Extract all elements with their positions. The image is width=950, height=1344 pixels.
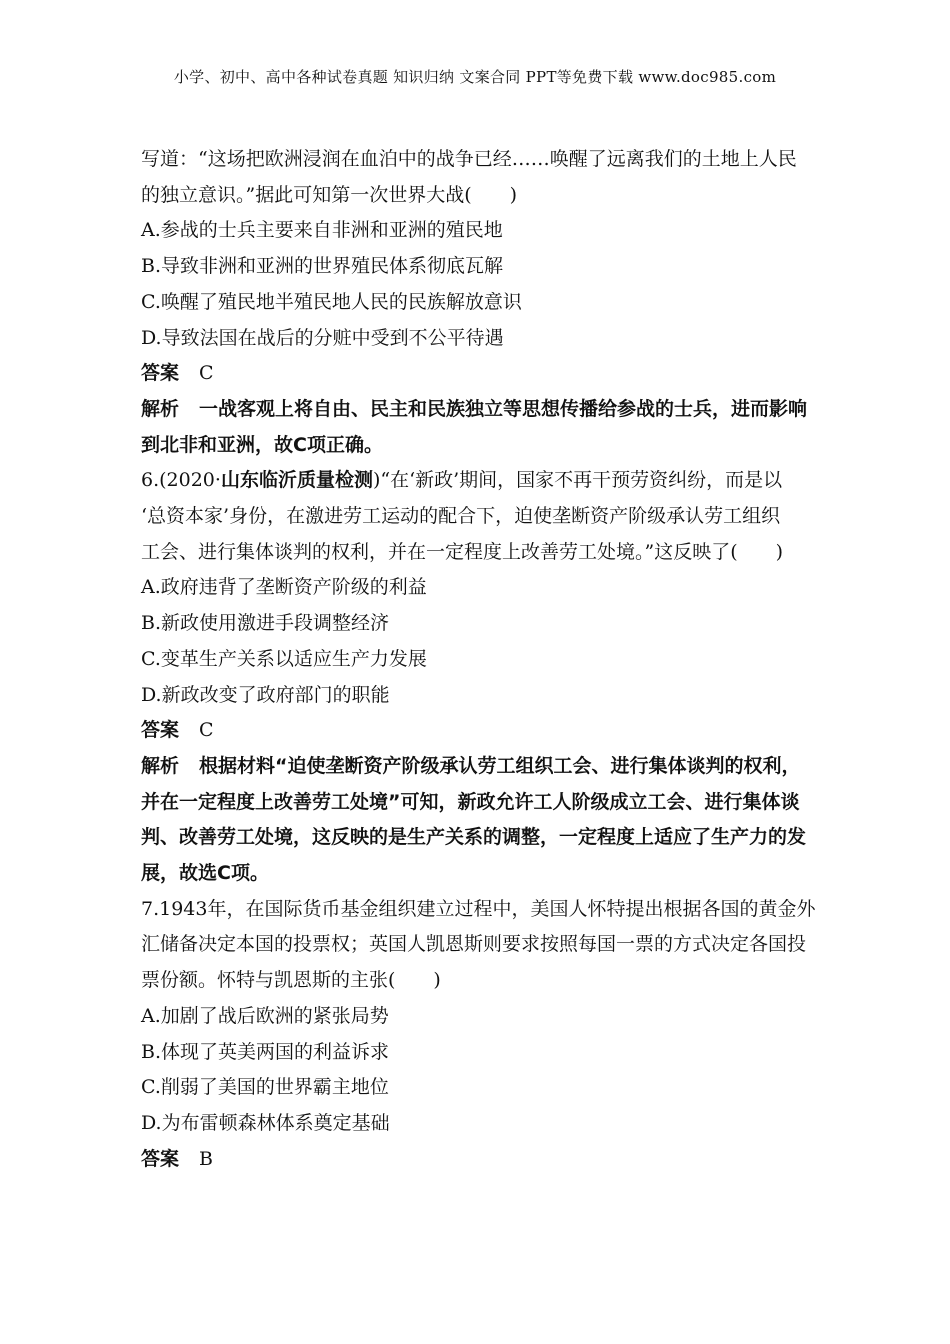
answer-label: 答案	[141, 1147, 180, 1170]
answer-value: B	[199, 1147, 213, 1170]
q5-analysis-line: 到北非和亚洲，故C项正确。	[141, 433, 383, 456]
q6-analysis-line: 判、改善劳工处境，这反映的是生产关系的调整，一定程度上适应了生产力的发	[141, 826, 807, 849]
analysis-text: 根据材料“迫使垄断资产阶级承认劳工组织工会、进行集体谈判的权利，	[199, 754, 801, 777]
q7-option-d: D.为布雷顿森林体系奠定基础	[141, 1111, 390, 1134]
analysis-text: 一战客观上将自由、民主和民族独立等思想传播给参战的士兵，进而影响	[199, 397, 808, 420]
answer-label: 答案	[141, 362, 180, 385]
analysis-label: 解析	[141, 397, 180, 420]
q6-number: 6.(2020·	[141, 469, 221, 492]
q6-stem-text: )“在‘新政’期间，国家不再干预劳资纠纷，而是以	[372, 469, 783, 492]
q5-stem-line: 写道：“这场把欧洲浸润在血泊中的战争已经……唤醒了远离我们的土地上人民	[141, 148, 797, 170]
q7-stem-line: 7.1943年，在国际货币基金组织建立过程中，美国人怀特提出根据各国的黄金外	[141, 897, 816, 920]
q5-option-c: C.唤醒了殖民地半殖民地人民的民族解放意识	[141, 290, 522, 313]
q5-option-d: D.导致法国在战后的分赃中受到不公平待遇	[141, 326, 504, 349]
q5-stem-line: 的独立意识。”据此可知第一次世界大战( )	[141, 183, 518, 206]
q6-stem-line: ‘总资本家’身份，在激进劳工运动的配合下，迫使垄断资产阶级承认劳工组织	[141, 505, 781, 528]
answer-label: 答案	[141, 719, 180, 742]
q7-answer	[141, 1142, 813, 1178]
q6-stem-line	[141, 463, 813, 499]
q6-answer	[141, 713, 813, 749]
q6-analysis	[141, 749, 813, 785]
q6-analysis-line: 并在一定程度上改善劳工处境”可知，新政允许工人阶级成立工会、进行集体谈	[141, 790, 800, 813]
document-body	[141, 142, 816, 1177]
q7-stem-line: 汇储备决定本国的投票权；英国人凯恩斯则要求按照每国一票的方式决定各国投	[141, 933, 807, 956]
answer-value: C	[199, 719, 214, 742]
q6-option-c: C.变革生产关系以适应生产力发展	[141, 647, 427, 670]
q5-option-a: A.参战的士兵主要来自非洲和亚洲的殖民地	[141, 219, 503, 242]
q7-stem-line: 票份额。怀特与凯恩斯的主张( )	[141, 969, 441, 992]
q7-option-b: B.体现了英美两国的利益诉求	[141, 1040, 390, 1063]
q7-option-a: A.加剧了战后欧洲的紧张局势	[141, 1004, 389, 1027]
q6-analysis-line: 展，故选C项。	[141, 862, 269, 885]
q5-option-b: B.导致非洲和亚洲的世界殖民体系彻底瓦解	[141, 255, 504, 278]
q5-analysis	[141, 392, 813, 428]
q6-source: 山东临沂质量检测	[220, 469, 373, 492]
q5-answer	[141, 356, 813, 392]
q6-option-a: A.政府违背了垄断资产阶级的利益	[141, 576, 427, 599]
analysis-label: 解析	[141, 754, 180, 777]
page-header: 小学、初中、高中各种试卷真题 知识归纳 文案合同 PPT等免费下载 www.doc985.com	[173, 68, 777, 86]
q6-option-b: B.新政使用激进手段调整经济	[141, 612, 390, 635]
q6-option-d: D.新政改变了政府部门的职能	[141, 683, 390, 706]
q7-option-c: C.削弱了美国的世界霸主地位	[141, 1076, 389, 1099]
answer-value: C	[199, 362, 214, 385]
q6-stem-line: 工会、进行集体谈判的权利，并在一定程度上改善劳工处境。”这反映了( )	[141, 540, 784, 563]
